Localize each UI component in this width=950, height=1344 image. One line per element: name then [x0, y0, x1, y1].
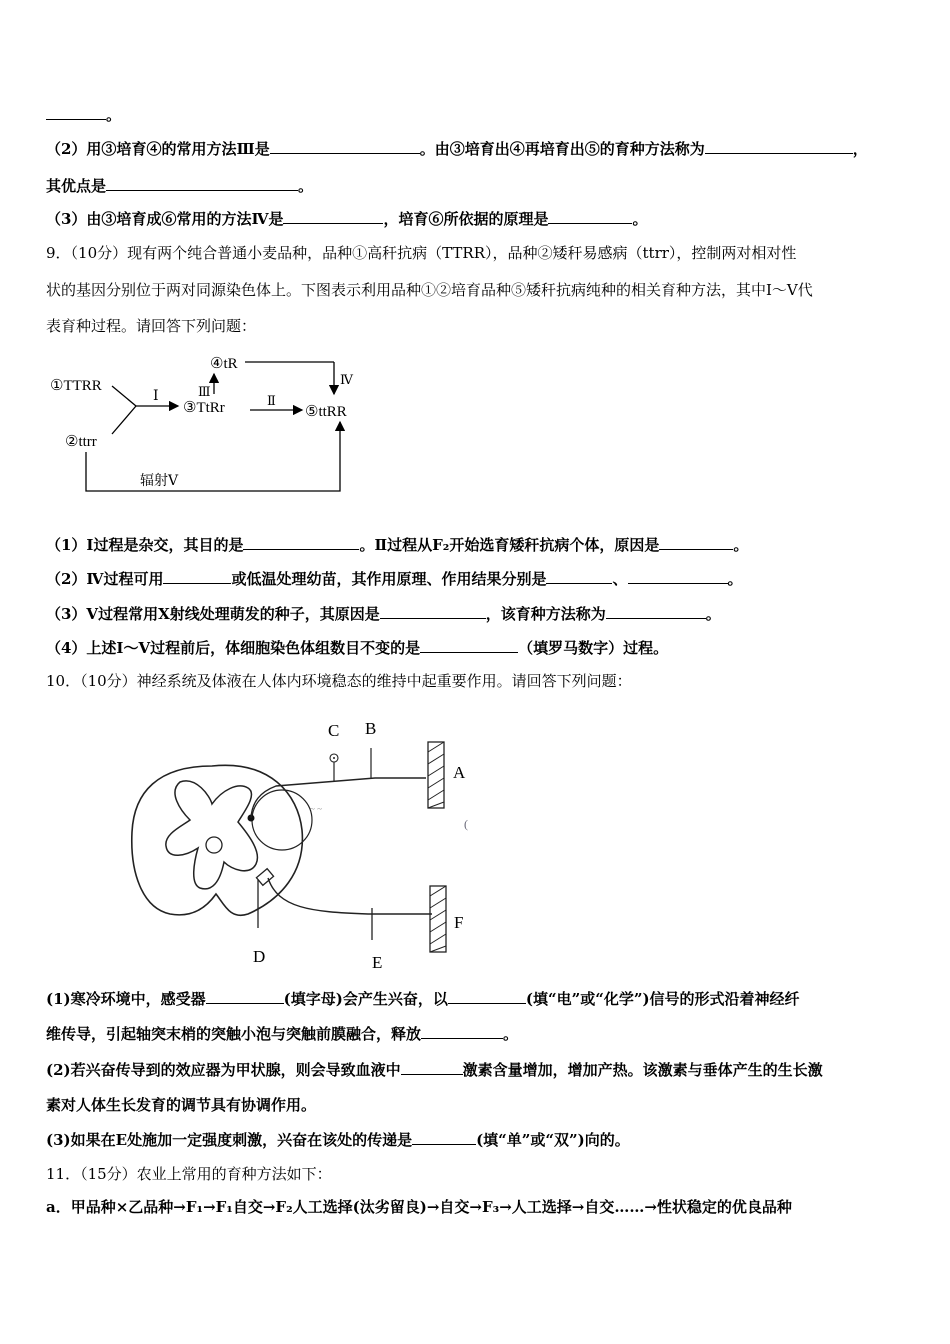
q9-part1-line: （1）Ⅰ过程是杂交，其目的是 。Ⅱ过程从F₂开始选育矮秆抗病个体，原因是 。 [46, 536, 749, 554]
step-3-label: Ⅲ [198, 384, 211, 399]
q10-header: 10．（10分）神经系统及体液在人体内环境稳态的维持中起重要作用。请回答下列问题： [46, 672, 632, 690]
q11-method-a: a．甲品种×乙品种→F₁→F₁自交→F₂人工选择(汰劣留良)→自交→F₃→人工选择→自交……→性状稳定的优良品种 [46, 1198, 792, 1216]
label-c: C [328, 721, 340, 740]
answer-blank[interactable] [628, 568, 728, 584]
q9-header-3: 表育种过程。请回答下列问题： [46, 317, 257, 335]
step-5-label: 辐射Ⅴ [140, 474, 179, 489]
q9-part4-line: （4）上述Ⅰ～Ⅴ过程前后，体细胞染色体组数目不变的是 （填罗马数字）过程。 [46, 639, 669, 657]
q8-part2-line-b: 其优点是 。 [46, 177, 314, 195]
node-ttrr-3: ③TtRr [183, 400, 225, 416]
node-ttrr-2: ②ttrr [65, 434, 97, 450]
afferent-nerve [251, 778, 426, 818]
answer-blank[interactable] [412, 1129, 476, 1145]
label-d: D [253, 947, 266, 966]
q10-part2-line: (2)若兴奋传导到的效应器为甲状腺，则会导致血液中 激素含量增加，增加产热。该激素与垂体产生的生长激 [46, 1061, 823, 1079]
label-e: E [372, 953, 383, 972]
gray-matter-outline [166, 781, 258, 889]
q9-header: 9．（10分）现有两个纯合普通小麦品种，品种①高秆抗病（TTRR），品种②矮秆易感病（ttrr），控制两对相对性 [46, 244, 797, 262]
node-ttrr-1: ①TTRR [50, 378, 102, 394]
label-f: F [454, 913, 464, 932]
answer-blank[interactable] [421, 1023, 503, 1039]
arrow-step-5 [86, 422, 340, 491]
q8-continuation-line: 。 [46, 104, 916, 125]
node-ttrr-5: ⑤ttRR [305, 404, 347, 420]
q9-part2-line: （2）Ⅳ过程可用 或低温处理幼苗，其作用原理、作用结果分别是 、 。 [46, 570, 743, 588]
answer-blank[interactable] [420, 637, 518, 653]
answer-blank[interactable] [283, 208, 383, 224]
step-1-label: Ⅰ [153, 389, 159, 404]
breeding-diagram [40, 348, 370, 498]
merge-line-bottom [112, 406, 136, 434]
q8-part2-line: （2）用③培育④的常用方法Ⅲ是 。由③培育出④再培育出⑤的育种方法称为 ， [46, 140, 868, 158]
efferent-nerve [268, 878, 432, 914]
answer-blank[interactable] [243, 534, 359, 550]
answer-blank[interactable] [548, 208, 632, 224]
answer-blank[interactable] [546, 568, 612, 584]
step-4-label: Ⅳ [340, 372, 353, 387]
q10-part3-line: (3)如果在E处施加一定强度刺激，兴奋在该处的传递是 (填“单”或“双”)向的。 [46, 1131, 630, 1149]
q11-header: 11．（15分）农业上常用的育种方法如下： [46, 1165, 332, 1183]
q9-header-2: 状的基因分别位于两对同源染色体上。下图表示利用品种①②培育品种⑤矮秆抗病纯种的相关育种方法，其中Ⅰ～Ⅴ代 [46, 281, 813, 299]
central-canal [206, 837, 222, 853]
q9-part3-line: （3）Ⅴ过程常用X射线处理萌发的种子，其原因是 ，该育种方法称为 。 [46, 605, 721, 623]
electrode-c-center [333, 757, 335, 759]
answer-blank[interactable] [46, 104, 106, 120]
node-tr-4: ④tR [210, 356, 238, 372]
answer-blank[interactable] [380, 603, 486, 619]
merge-line-top [112, 386, 136, 406]
answer-blank[interactable] [659, 534, 733, 550]
answer-blank[interactable] [705, 138, 853, 154]
q10-part1-line: (1)寒冷环境中，感受器 (填字母)会产生兴奋，以 (填“电”或“化学”)信号的形式沿着神经纤 [46, 990, 800, 1008]
label-a: A [453, 763, 466, 782]
answer-blank[interactable] [106, 175, 298, 191]
faint-mark: ~ ~ [310, 804, 322, 814]
q10-part1-line-b: 维传导，引起轴突末梢的突触小泡与突触前膜融合，释放 。 [46, 1025, 519, 1043]
q10-part2-line-b: 素对人体生长发育的调节具有协调作用。 [46, 1096, 317, 1114]
answer-blank[interactable] [401, 1059, 463, 1075]
synapse-box [256, 869, 273, 886]
answer-blank[interactable] [270, 138, 420, 154]
label-b: B [365, 719, 377, 738]
answer-blank[interactable] [163, 568, 231, 584]
answer-blank[interactable] [448, 988, 526, 1004]
reflex-arc-diagram [120, 712, 490, 974]
ganglion-circle [252, 790, 312, 850]
q8-part3-line: （3）由③培育成⑥常用的方法Ⅳ是 ，培育⑥所依据的原理是 。 [46, 210, 648, 228]
step-2-label: Ⅱ [267, 393, 276, 408]
answer-blank[interactable] [606, 603, 706, 619]
answer-blank[interactable] [206, 988, 284, 1004]
effector-f-hatch [430, 886, 446, 952]
stray-mark: ( [464, 817, 468, 831]
receptor-a-hatch [428, 742, 444, 808]
